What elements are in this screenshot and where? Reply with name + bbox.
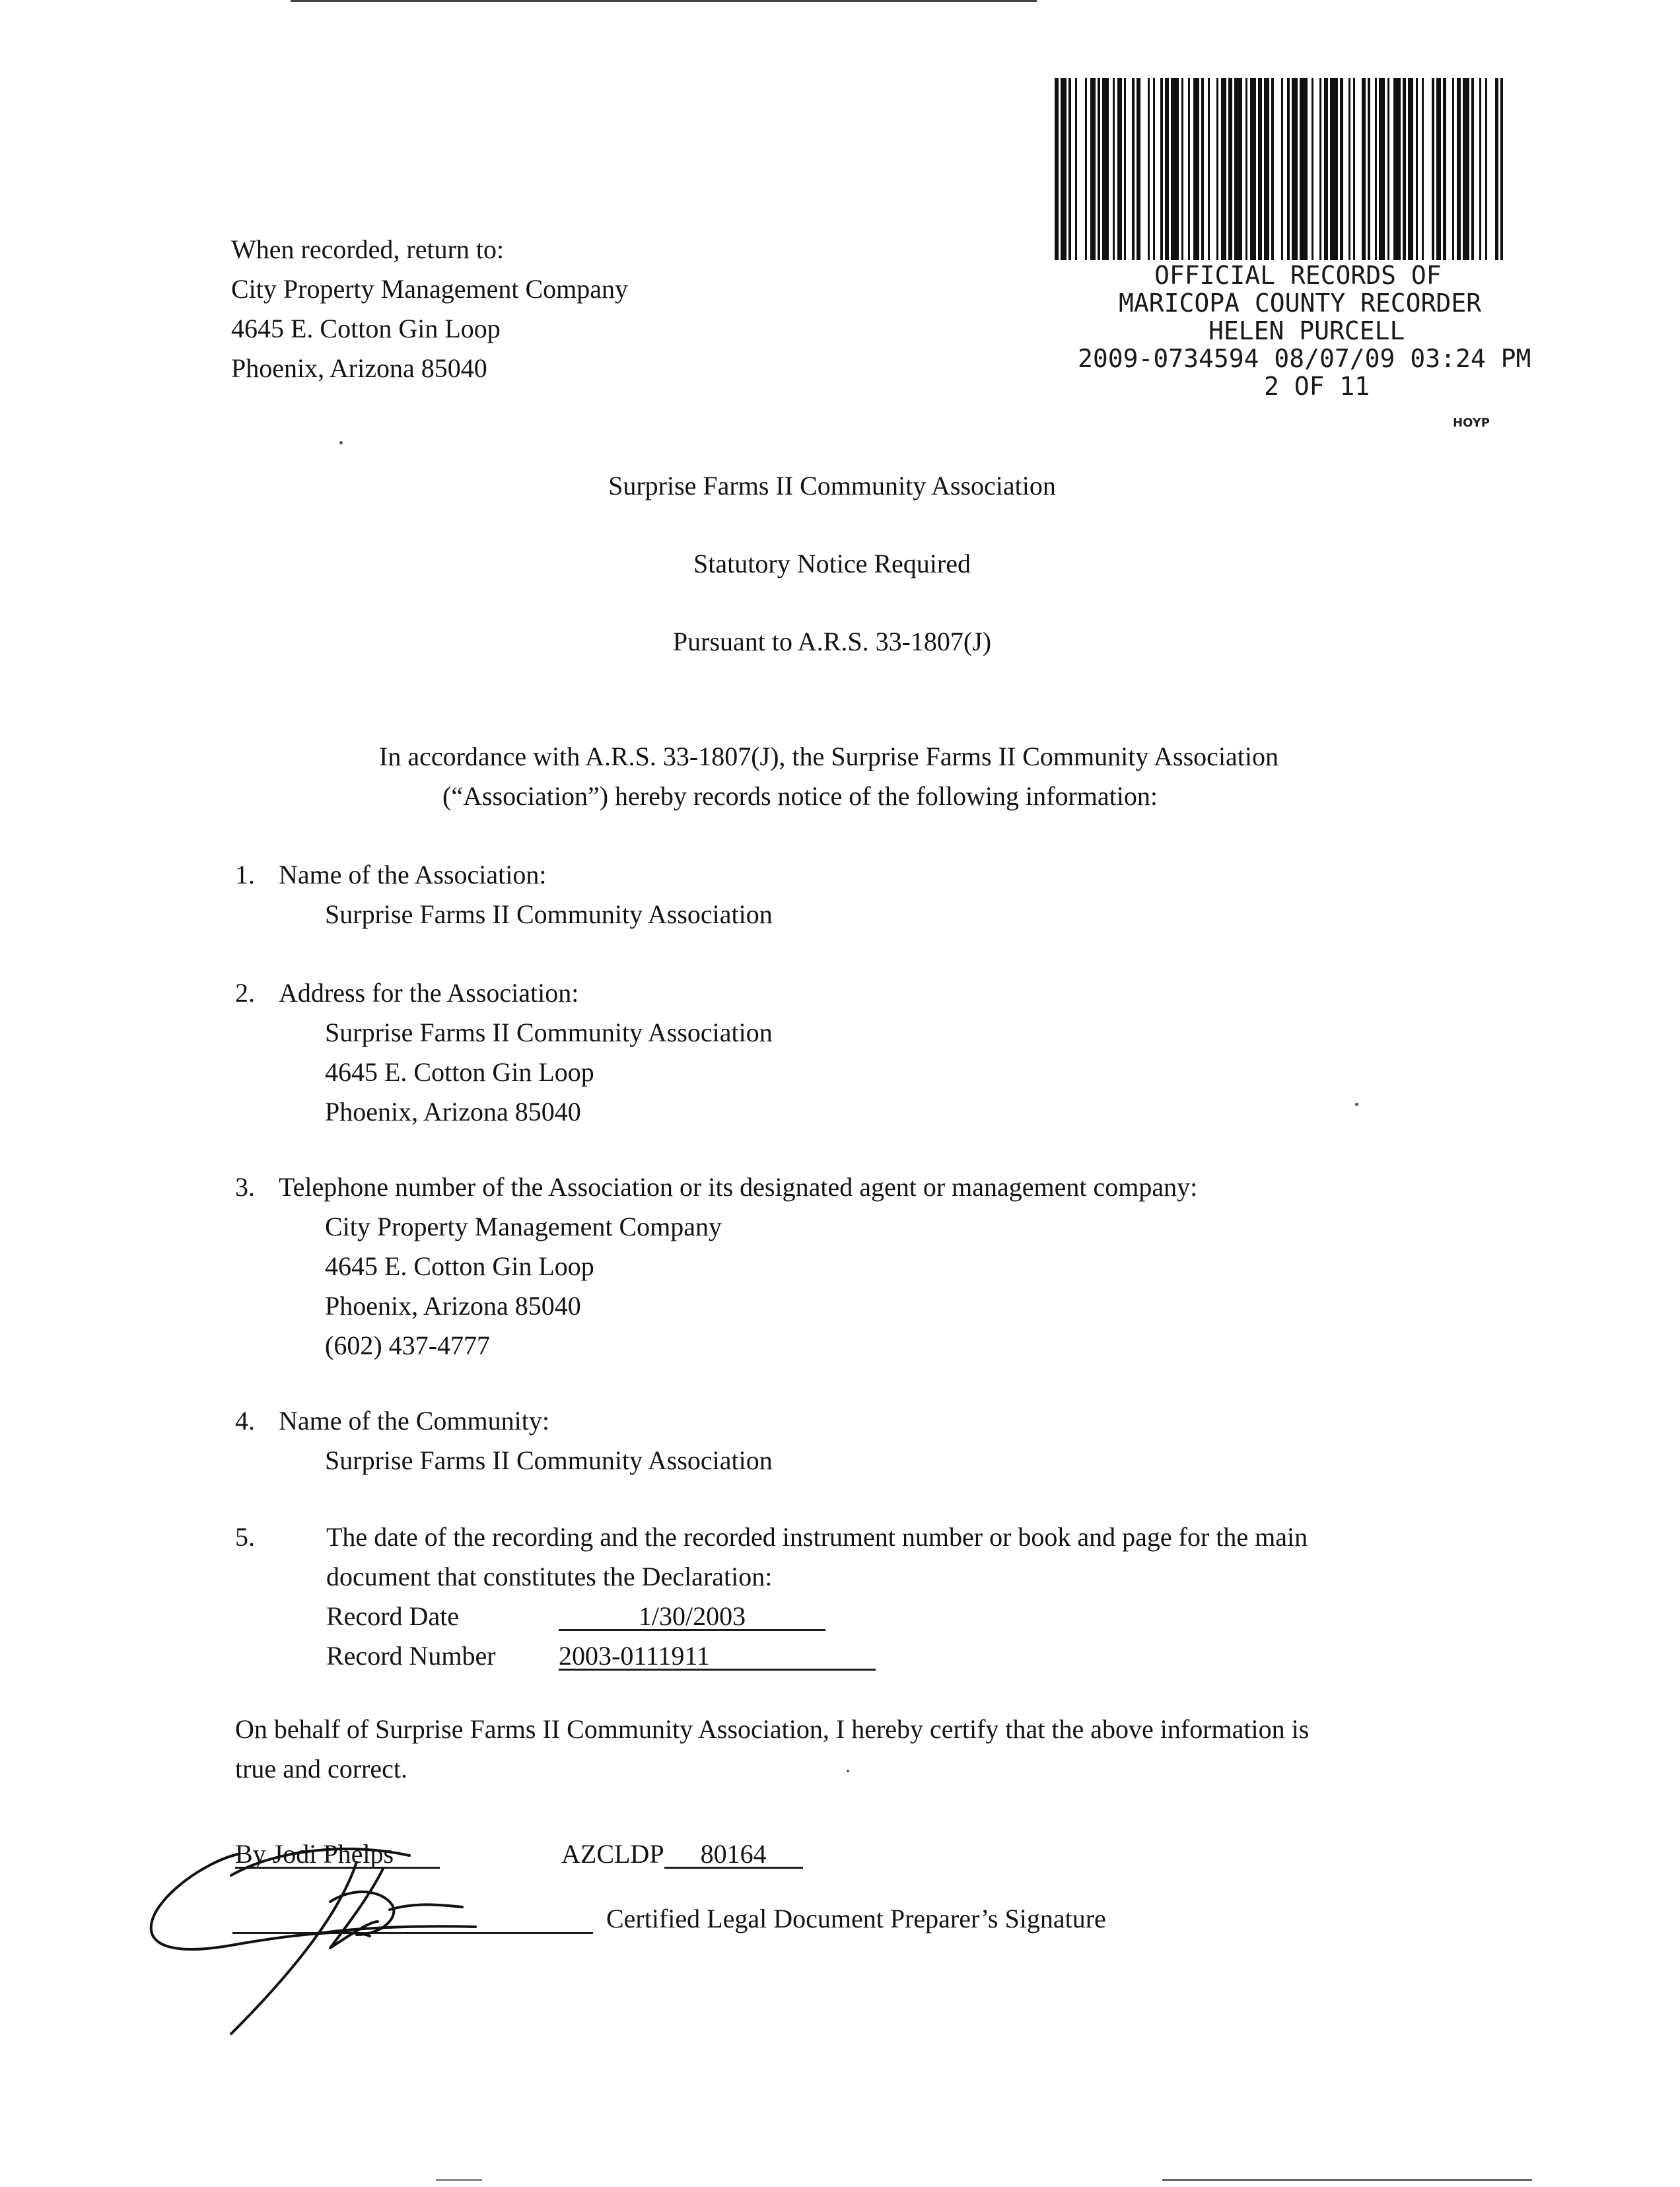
barcode-bar — [1188, 78, 1190, 260]
stamp-line-5: 2 OF 11 — [1264, 372, 1370, 401]
item-1 — [235, 855, 773, 934]
barcode-bar — [1193, 78, 1199, 260]
barcode-bar — [1250, 78, 1256, 260]
signature-caption: Certified Legal Document Preparer’s Signature — [606, 1904, 1106, 1933]
item-5-line-2: document that constitutes the Declaration: — [326, 1562, 773, 1591]
barcode-bar — [1368, 78, 1370, 260]
barcode-bar — [1171, 78, 1179, 260]
barcode-bar — [1312, 78, 1313, 260]
item-3-line-2: 4645 E. Cotton Gin Loop — [325, 1251, 594, 1281]
barcode-bar — [1228, 78, 1232, 260]
barcode-bar — [1085, 78, 1087, 260]
item-1-value: Surprise Farms II Community Association — [325, 899, 773, 929]
barcode-bar — [1221, 78, 1226, 260]
item-5-line-1: The date of the recording and the recorded instrument number or book and page for the main — [326, 1522, 1308, 1552]
record-date-label: Record Date — [326, 1601, 460, 1631]
barcode-bar — [1500, 78, 1503, 260]
handwritten-signature — [132, 1822, 621, 2040]
item-3-line-4: (602) 437-4777 — [325, 1331, 490, 1360]
barcode-bar — [1300, 78, 1308, 260]
item-4-value: Surprise Farms II Community Association — [325, 1445, 773, 1475]
item-4 — [235, 1401, 773, 1480]
barcode-bar — [1324, 78, 1328, 260]
clerk-code: HOYP — [1453, 416, 1490, 430]
return-to-company: City Property Management Company — [231, 274, 629, 304]
item-5 — [235, 1517, 1308, 1676]
certification-line-1: On behalf of Surprise Farms II Community Association, I hereby certify that the above information is — [235, 1714, 1310, 1744]
item-2-line-2: 4645 E. Cotton Gin Loop — [325, 1057, 594, 1087]
barcode-bar — [1160, 78, 1163, 260]
barcode-bar — [1408, 78, 1413, 260]
barcode-bar — [1124, 78, 1126, 260]
barcode-bar — [1436, 78, 1441, 260]
return-to-street: 4645 E. Cotton Gin Loop — [231, 314, 501, 343]
title-association: Surprise Farms II Community Association — [608, 471, 1056, 501]
barcode-bar — [1055, 78, 1059, 260]
item-3 — [235, 1167, 1197, 1366]
barcode-bar — [1452, 78, 1454, 260]
barcode-bar — [1403, 78, 1406, 260]
barcode-bar — [1281, 78, 1283, 260]
barcode-bar — [1479, 78, 1481, 260]
barcode-bar — [1495, 78, 1498, 260]
barcode-bar — [1375, 78, 1377, 260]
barcode-bar — [1102, 78, 1109, 260]
scan-edge-bottom — [436, 2179, 482, 2181]
barcode-bar — [1148, 78, 1150, 260]
item-3-line-3: Phoenix, Arizona 85040 — [325, 1291, 581, 1321]
barcode-bar — [1181, 78, 1183, 260]
barcode-bar — [1113, 78, 1115, 260]
barcode-bar — [1271, 78, 1274, 260]
by-prefix: By — [235, 1839, 266, 1869]
barcode-bar — [1319, 78, 1321, 260]
item-3-number: 3. — [235, 1172, 255, 1202]
record-date-value: 1/30/2003 — [559, 1604, 825, 1631]
barcode-bar — [1208, 78, 1210, 260]
record-number-label: Record Number — [326, 1641, 496, 1671]
barcode-bar — [1387, 78, 1389, 260]
barcode-bar — [1153, 78, 1155, 260]
barcode-bar — [1287, 78, 1290, 260]
license-number: 80164 — [664, 1842, 803, 1869]
scan-edge-bottom — [1162, 2179, 1532, 2181]
scan-speck — [1355, 1103, 1358, 1106]
barcode-bar — [1245, 78, 1247, 260]
barcode-bar — [1234, 78, 1242, 260]
barcode-bar — [1075, 78, 1077, 260]
item-1-label: Name of the Association: — [279, 860, 547, 889]
item-2-line-3: Phoenix, Arizona 85040 — [325, 1097, 581, 1127]
barcode-bar — [1443, 78, 1446, 260]
item-4-label: Name of the Community: — [279, 1406, 549, 1436]
item-1-number: 1. — [235, 860, 255, 889]
barcode-bar — [1201, 78, 1204, 260]
barcode-bar — [1457, 78, 1461, 260]
barcode — [1053, 78, 1512, 260]
barcode-bar — [1416, 78, 1418, 260]
item-2-number: 2. — [235, 978, 255, 1008]
barcode-bar — [1292, 78, 1298, 260]
title-notice: Statutory Notice Required — [693, 549, 971, 578]
scan-edge-top — [291, 0, 1037, 2]
barcode-bar — [1353, 78, 1355, 260]
barcode-bar — [1068, 78, 1071, 260]
certification-paragraph — [235, 1710, 1309, 1789]
barcode-bar — [1485, 78, 1487, 260]
certification-line-2: true and correct. — [235, 1754, 407, 1784]
intro-line-1: In accordance with A.R.S. 33-1807(J), the Surprise Farms II Community Association — [379, 742, 1279, 771]
license-prefix: AZCLDP — [561, 1839, 664, 1869]
recorder-stamp — [1057, 261, 1558, 400]
item-3-label: Telephone number of the Association or its designated agent or management company: — [279, 1172, 1198, 1202]
item-2 — [235, 973, 773, 1132]
item-2-label: Address for the Association: — [279, 978, 579, 1008]
barcode-bar — [1258, 78, 1262, 260]
barcode-bar — [1348, 78, 1350, 260]
record-number-value: 2003-0111911 — [559, 1644, 876, 1671]
barcode-bar — [1471, 78, 1474, 260]
item-3-line-1: City Property Management Company — [325, 1212, 722, 1241]
barcode-bar — [1422, 78, 1424, 260]
barcode-bar — [1362, 78, 1366, 260]
barcode-bar — [1137, 78, 1140, 260]
barcode-bar — [1330, 78, 1338, 260]
intro-line-2: (“Association”) hereby records notice of the following information: — [442, 781, 1158, 811]
barcode-bar — [1098, 78, 1100, 260]
barcode-bar — [1432, 78, 1434, 260]
barcode-bar — [1216, 78, 1218, 260]
barcode-bar — [1379, 78, 1385, 260]
barcode-bar — [1165, 78, 1169, 260]
barcode-bar — [1117, 78, 1122, 260]
barcode-bar — [1463, 78, 1469, 260]
barcode-bar — [1393, 78, 1401, 260]
item-2-line-1: Surprise Farms II Community Association — [325, 1018, 773, 1047]
barcode-bar — [1264, 78, 1269, 260]
barcode-bar — [1061, 78, 1067, 260]
barcode-bar — [1340, 78, 1343, 260]
barcode-bar — [1132, 78, 1135, 260]
item-4-number: 4. — [235, 1406, 255, 1436]
stamp-line-2: MARICOPA COUNTY RECORDER — [1119, 289, 1482, 318]
signer-name: Jodi Phelps — [272, 1839, 394, 1869]
item-5-number: 5. — [235, 1522, 255, 1552]
stamp-line-1: OFFICIAL RECORDS OF — [1154, 261, 1442, 290]
intro-paragraph — [379, 737, 1278, 816]
scan-speck — [339, 441, 343, 444]
return-to-heading: When recorded, return to: — [231, 234, 505, 264]
return-to-block — [231, 230, 628, 388]
barcode-bar — [1090, 78, 1096, 260]
title-pursuant: Pursuant to A.R.S. 33-1807(J) — [672, 627, 992, 656]
stamp-line-4: 2009-0734594 08/07/09 03:24 PM — [1078, 344, 1531, 373]
return-to-city: Phoenix, Arizona 85040 — [231, 353, 487, 383]
scan-speck — [847, 1770, 849, 1772]
stamp-line-3: HELEN PURCELL — [1208, 316, 1405, 345]
